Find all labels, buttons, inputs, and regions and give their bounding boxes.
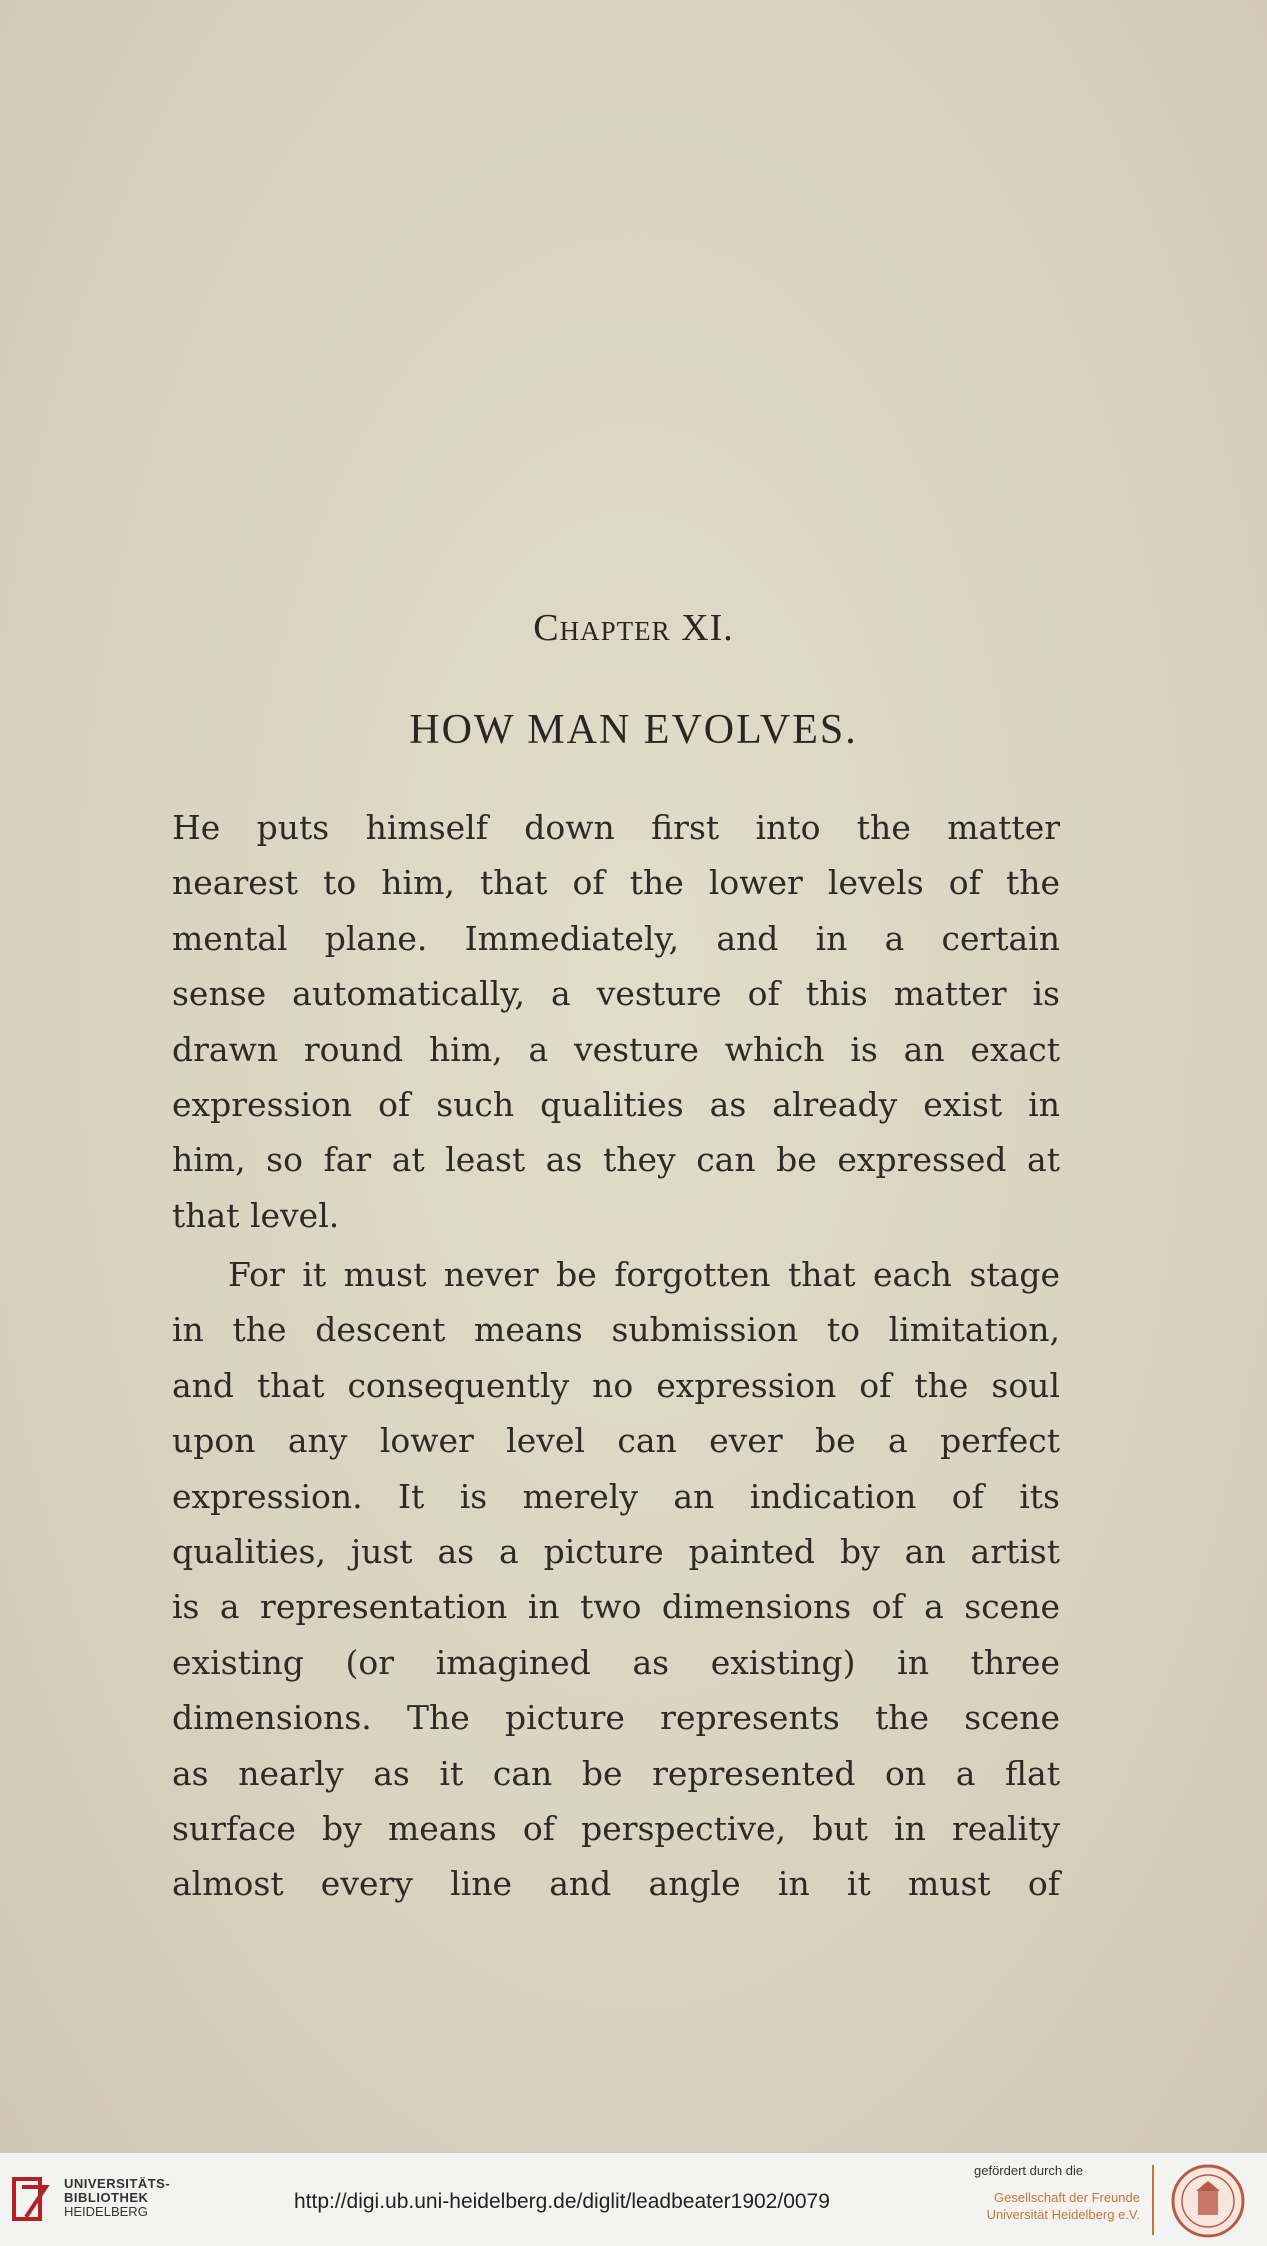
chapter-number: XI. (681, 607, 734, 649)
sponsor-name[interactable] (965, 2189, 1140, 2223)
text-line: existing (or imagined as existing) in three (172, 1642, 1060, 1682)
text-line: For it must never be forgotten that each stage (228, 1255, 1060, 1294)
paragraph-2 (172, 1247, 1060, 1912)
text-line: expression. It is merely an indication of its (172, 1476, 1060, 1516)
text-line: him, so far at least as they can be expressed at (172, 1140, 1060, 1180)
text-line: surface by means of perspective, but in reality (172, 1809, 1060, 1849)
digitization-footer (0, 2152, 1267, 2246)
permalink-url[interactable]: http://digi.ub.uni-heidelberg.de/diglit/leadbeater1902/0079 (294, 2190, 830, 2213)
text-line: mental plane. Immediately, and in a certain (172, 918, 1060, 958)
chapter-title: HOW MAN EVOLVES. (409, 707, 858, 753)
library-name[interactable] (64, 2177, 170, 2219)
sponsor-name-line2: Universität Heidelberg e.V. (986, 2207, 1140, 2222)
text-line: expression of such qualities as already exist in (172, 1085, 1060, 1125)
text-line: dimensions. The picture represents the scene (172, 1698, 1060, 1738)
paragraph-1 (172, 800, 1060, 1243)
text-line: qualities, just as a picture painted by an artist (172, 1532, 1060, 1572)
library-name-line3: HEIDELBERG (64, 2204, 148, 2219)
text-line: is a representation in two dimensions of a scene (172, 1587, 1060, 1627)
library-name-line2: BIBLIOTHEK (64, 2190, 149, 2205)
show-through-header (170, 232, 1070, 270)
text-line: and that consequently no expression of the soul (172, 1365, 1060, 1405)
text-line: in the descent means submission to limitation, (172, 1310, 1060, 1350)
text-line: that level. (172, 1195, 340, 1235)
text-line: as nearly as it can be represented on a flat (172, 1753, 1060, 1793)
text-line: upon any lower level can ever be a perfect (172, 1421, 1060, 1461)
ub-heidelberg-logo-icon[interactable] (12, 2173, 52, 2225)
text-line: sense automatically, a vesture of this matter is (172, 974, 1060, 1014)
library-name-line1: UNIVERSITÄTS- (64, 2176, 171, 2191)
text-line: drawn round him, a vesture which is an exact (172, 1029, 1060, 1069)
text-line: almost every line and angle in it must of (172, 1864, 1060, 1904)
university-seal-icon (1170, 2163, 1246, 2239)
text-line: He puts himself down first into the matter (172, 808, 1060, 847)
sponsor-label: gefördert durch die (974, 2163, 1084, 2178)
chapter-heading (0, 606, 1267, 650)
sponsor-name-line1: Gesellschaft der Freunde (994, 2190, 1140, 2205)
text-line: nearest to him, that of the lower levels of the (172, 863, 1060, 903)
chapter-prefix: Chapter (533, 607, 671, 649)
footer-divider (1152, 2165, 1154, 2235)
